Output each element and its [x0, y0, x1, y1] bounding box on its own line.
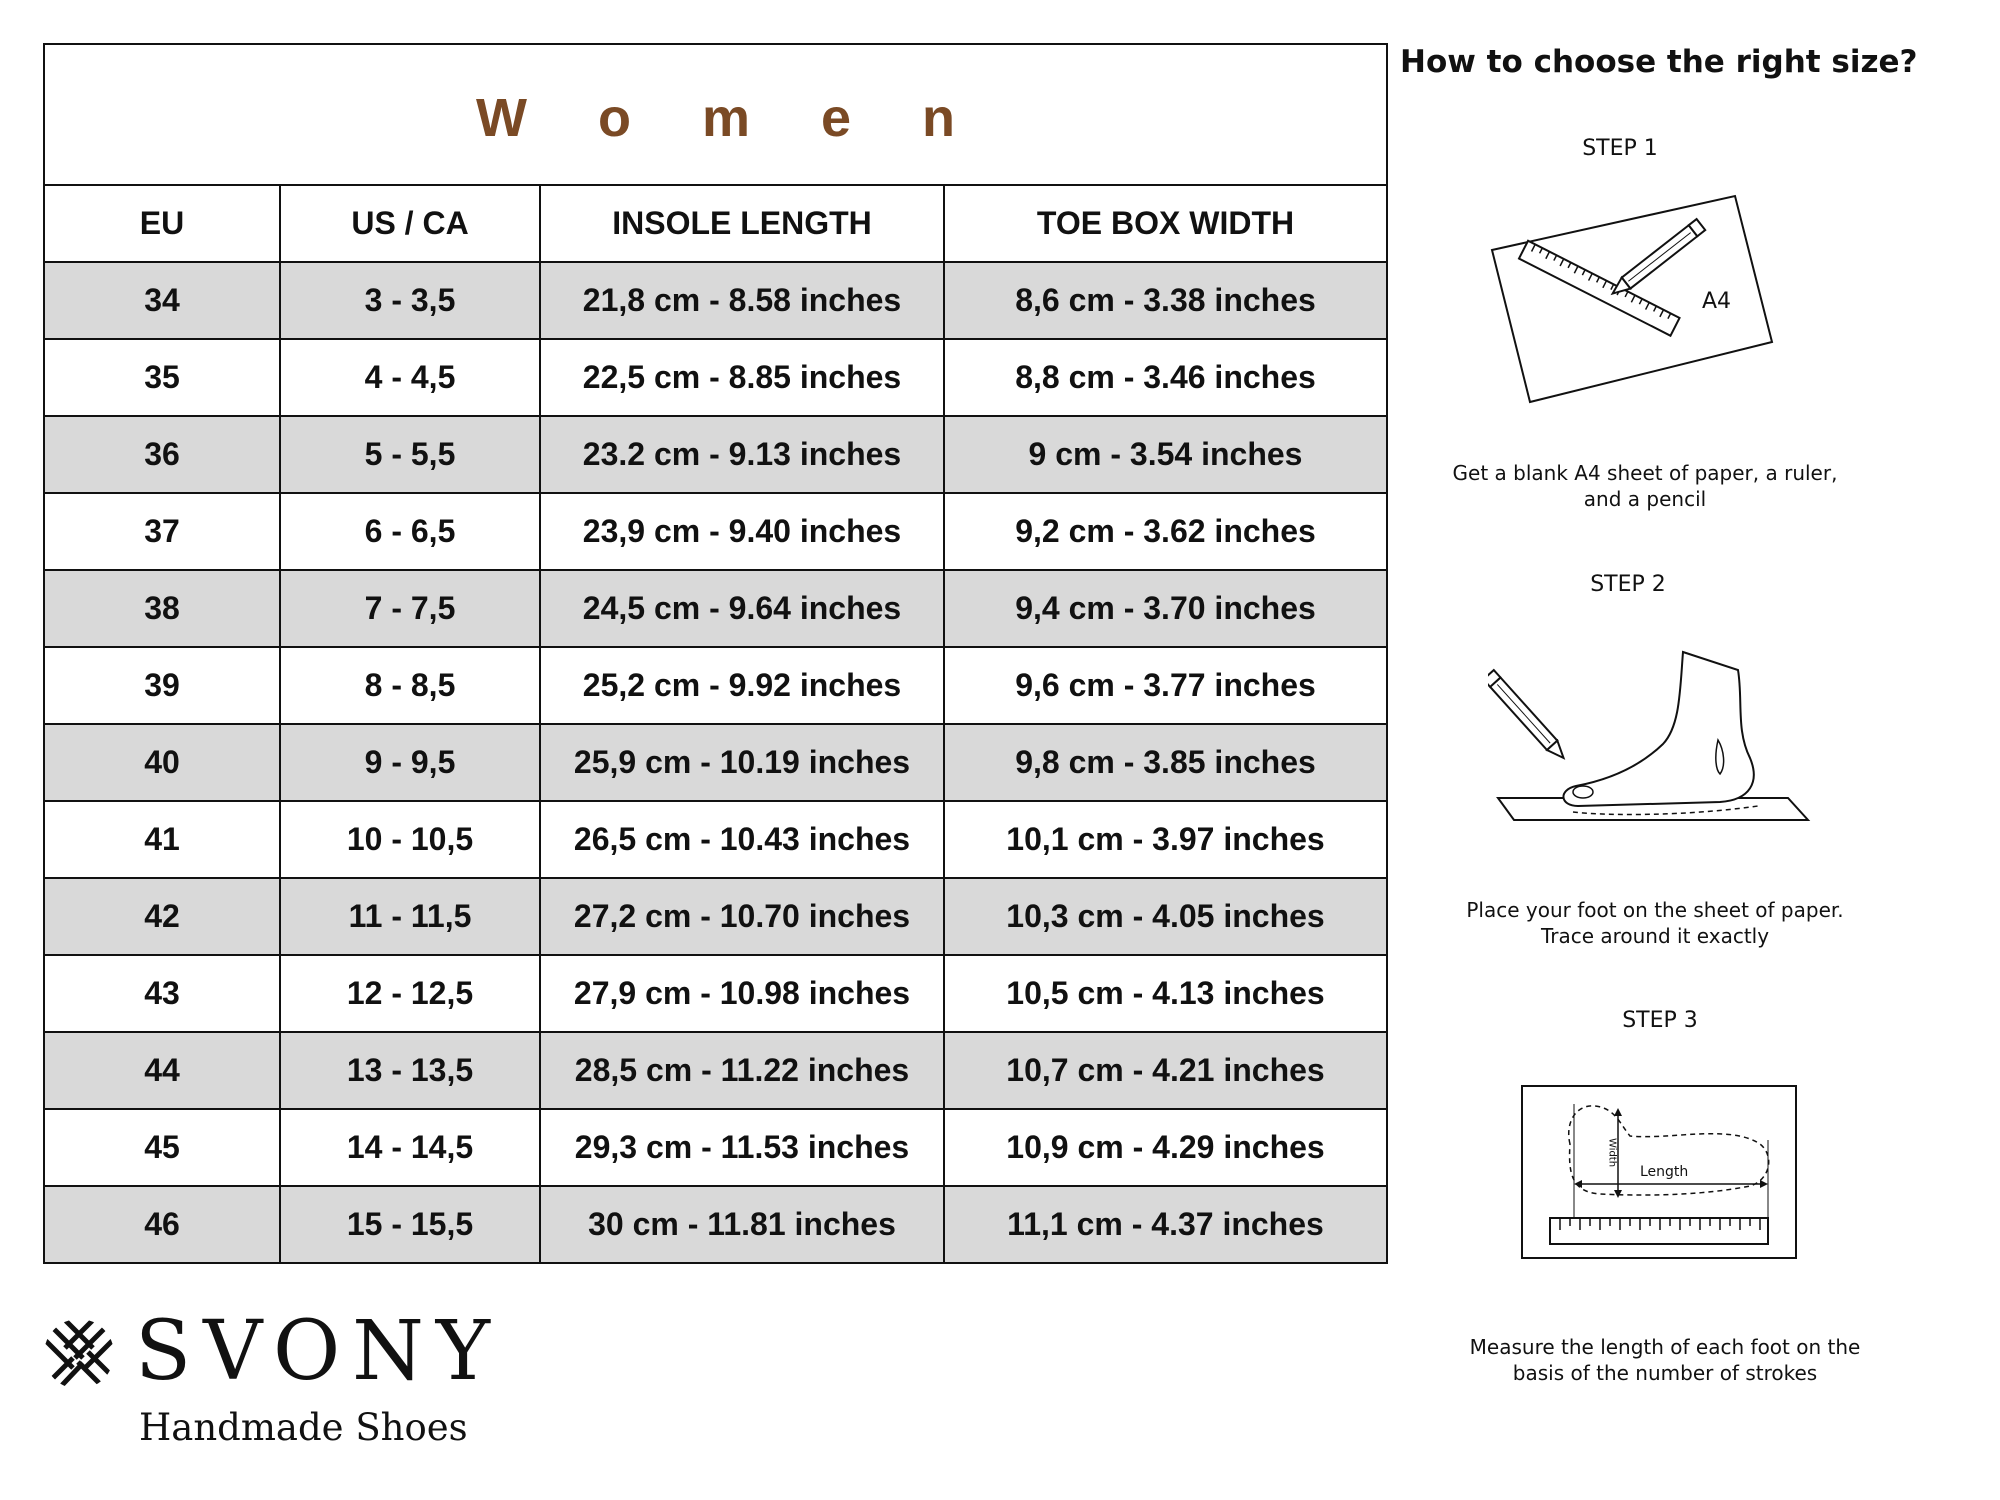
- eu-size-cell: 40: [44, 724, 280, 801]
- eu-size-cell: 41: [44, 801, 280, 878]
- insole-length-cell: 27,2 cm - 10.70 inches: [540, 878, 944, 955]
- us-ca-size-cell: 13 - 13,5: [280, 1032, 540, 1109]
- header-toe-box-width: TOE BOX WIDTH: [944, 185, 1387, 262]
- insole-length-cell: 27,9 cm - 10.98 inches: [540, 955, 944, 1032]
- table-header-row: [44, 185, 1387, 262]
- eu-size-cell: 43: [44, 955, 280, 1032]
- step-1-caption-line-2: and a pencil: [1583, 487, 1707, 511]
- brand-logo: [43, 1304, 503, 1468]
- insole-length-cell: 23,9 cm - 9.40 inches: [540, 493, 944, 570]
- us-ca-size-cell: 3 - 3,5: [280, 262, 540, 339]
- size-chart-table: [43, 43, 1388, 1264]
- eu-size-cell: 36: [44, 416, 280, 493]
- eu-size-cell: 35: [44, 339, 280, 416]
- table-row: [44, 801, 1387, 878]
- step-3-caption-line-1: Measure the length of each foot on the: [1469, 1335, 1861, 1359]
- us-ca-size-cell: 14 - 14,5: [280, 1109, 540, 1186]
- eu-size-cell: 34: [44, 262, 280, 339]
- table-row: [44, 1032, 1387, 1109]
- toe-box-width-cell: 10,7 cm - 4.21 inches: [944, 1032, 1387, 1109]
- eu-size-cell: 44: [44, 1032, 280, 1109]
- insole-length-cell: 23.2 cm - 9.13 inches: [540, 416, 944, 493]
- us-ca-size-cell: 9 - 9,5: [280, 724, 540, 801]
- table-row: [44, 955, 1387, 1032]
- toe-box-width-cell: 8,8 cm - 3.46 inches: [944, 339, 1387, 416]
- insole-length-cell: 22,5 cm - 8.85 inches: [540, 339, 944, 416]
- table-row: [44, 416, 1387, 493]
- table-row: [44, 262, 1387, 339]
- toe-box-width-cell: 8,6 cm - 3.38 inches: [944, 262, 1387, 339]
- step-2-label: STEP 2: [1590, 572, 1666, 597]
- step-3-label: STEP 3: [1622, 1008, 1698, 1033]
- table-title-cell: [44, 44, 1387, 185]
- us-ca-size-cell: 8 - 8,5: [280, 647, 540, 724]
- table-row: [44, 493, 1387, 570]
- header-eu: EU: [44, 185, 280, 262]
- step-2-caption: [1425, 897, 1885, 949]
- length-label: Length: [1640, 1164, 1689, 1180]
- step-2-caption-line-1: Place your foot on the sheet of paper.: [1466, 898, 1844, 922]
- paper-ruler-pencil-icon: [1490, 190, 1780, 420]
- eu-size-cell: 46: [44, 1186, 280, 1263]
- insole-length-cell: 26,5 cm - 10.43 inches: [540, 801, 944, 878]
- weave-logo-icon: [43, 1318, 115, 1390]
- table-row: [44, 339, 1387, 416]
- paper-a4-label: A4: [1702, 289, 1732, 314]
- toe-box-width-cell: 9,8 cm - 3.85 inches: [944, 724, 1387, 801]
- toe-box-width-cell: 10,9 cm - 4.29 inches: [944, 1109, 1387, 1186]
- foot-measurement-icon: [1520, 1084, 1800, 1262]
- toe-box-width-cell: 10,1 cm - 3.97 inches: [944, 801, 1387, 878]
- insole-length-cell: 25,9 cm - 10.19 inches: [540, 724, 944, 801]
- table-row: [44, 647, 1387, 724]
- table-row: [44, 570, 1387, 647]
- table-row: [44, 878, 1387, 955]
- eu-size-cell: 42: [44, 878, 280, 955]
- step-3-caption-line-2: basis of the number of strokes: [1512, 1361, 1818, 1385]
- insole-length-cell: 30 cm - 11.81 inches: [540, 1186, 944, 1263]
- eu-size-cell: 37: [44, 493, 280, 570]
- step-1-caption-line-1: Get a blank A4 sheet of paper, a ruler,: [1452, 461, 1838, 485]
- us-ca-size-cell: 11 - 11,5: [280, 878, 540, 955]
- eu-size-cell: 39: [44, 647, 280, 724]
- brand-name: SVONY: [135, 1304, 503, 1399]
- insole-length-cell: 28,5 cm - 11.22 inches: [540, 1032, 944, 1109]
- toe-box-width-cell: 11,1 cm - 4.37 inches: [944, 1186, 1387, 1263]
- step-3-caption: [1435, 1334, 1895, 1386]
- header-us-ca: US / CA: [280, 185, 540, 262]
- us-ca-size-cell: 12 - 12,5: [280, 955, 540, 1032]
- width-label: Width: [1606, 1138, 1618, 1168]
- toe-box-width-cell: 10,3 cm - 4.05 inches: [944, 878, 1387, 955]
- header-insole-length: INSOLE LENGTH: [540, 185, 944, 262]
- brand-tagline: Handmade Shoes: [139, 1406, 468, 1449]
- toe-box-width-cell: 9,6 cm - 3.77 inches: [944, 647, 1387, 724]
- us-ca-size-cell: 5 - 5,5: [280, 416, 540, 493]
- us-ca-size-cell: 10 - 10,5: [280, 801, 540, 878]
- guide-title: How to choose the right size?: [1400, 44, 1918, 80]
- toe-box-width-cell: 9,2 cm - 3.62 inches: [944, 493, 1387, 570]
- foot-tracing-icon: [1488, 640, 1818, 830]
- toe-box-width-cell: 10,5 cm - 4.13 inches: [944, 955, 1387, 1032]
- insole-length-cell: 21,8 cm - 8.58 inches: [540, 262, 944, 339]
- eu-size-cell: 38: [44, 570, 280, 647]
- eu-size-cell: 45: [44, 1109, 280, 1186]
- table-title: W o m e n: [476, 87, 983, 148]
- step-1-label: STEP 1: [1582, 136, 1658, 161]
- table-body: [44, 262, 1387, 1263]
- insole-length-cell: 29,3 cm - 11.53 inches: [540, 1109, 944, 1186]
- toe-box-width-cell: 9,4 cm - 3.70 inches: [944, 570, 1387, 647]
- toe-box-width-cell: 9 cm - 3.54 inches: [944, 416, 1387, 493]
- step-1-caption: [1415, 460, 1875, 512]
- step-2-caption-line-2: Trace around it exactly: [1540, 924, 1770, 948]
- us-ca-size-cell: 7 - 7,5: [280, 570, 540, 647]
- us-ca-size-cell: 15 - 15,5: [280, 1186, 540, 1263]
- table-row: [44, 1186, 1387, 1263]
- insole-length-cell: 25,2 cm - 9.92 inches: [540, 647, 944, 724]
- us-ca-size-cell: 4 - 4,5: [280, 339, 540, 416]
- table-row: [44, 724, 1387, 801]
- table-row: [44, 1109, 1387, 1186]
- us-ca-size-cell: 6 - 6,5: [280, 493, 540, 570]
- insole-length-cell: 24,5 cm - 9.64 inches: [540, 570, 944, 647]
